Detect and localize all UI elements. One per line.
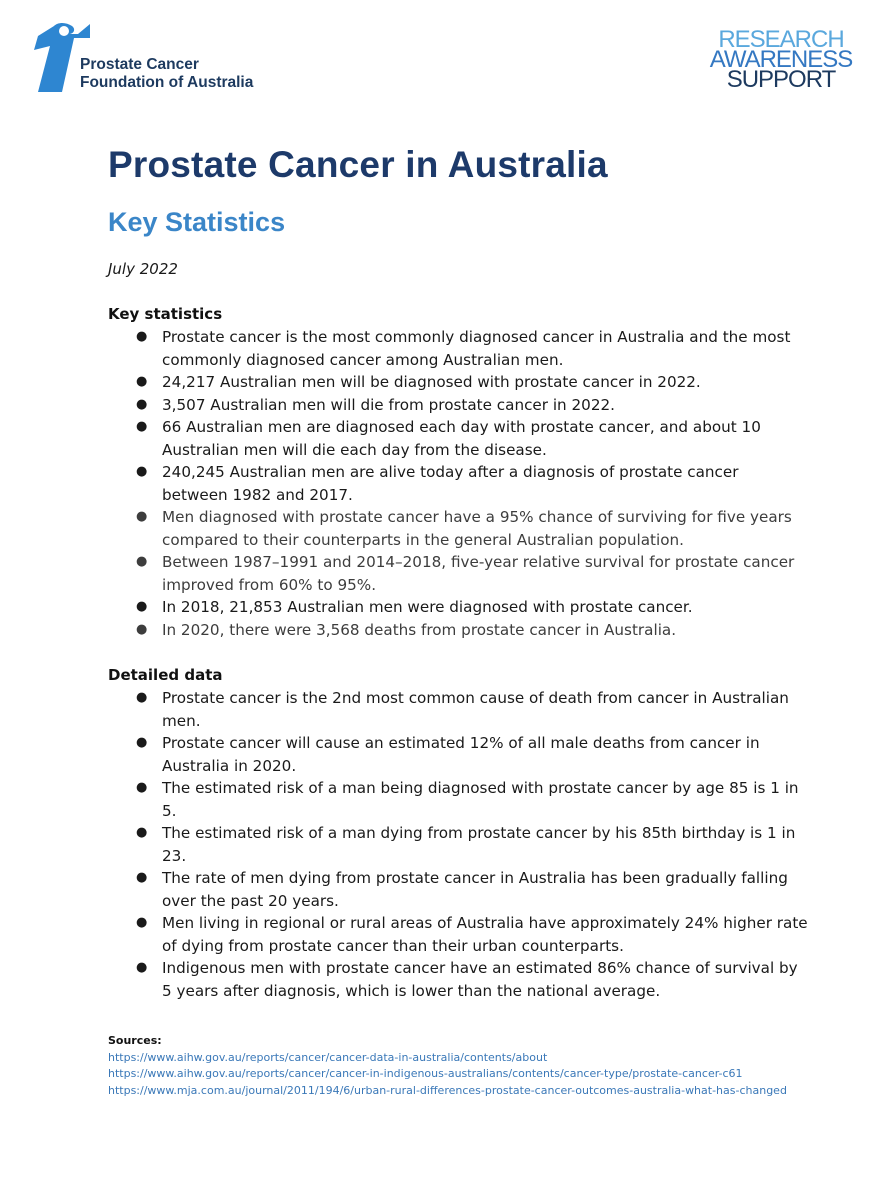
detailed-data-heading: Detailed data bbox=[108, 666, 223, 684]
list-item-text: Men living in regional or rural areas of Australia have approximately 24% higher rate of dying from prostate cancer than their urban counterparts. bbox=[162, 914, 808, 955]
list-item bbox=[108, 822, 808, 867]
list-item-text: Prostate cancer is the 2nd most common cause of death from cancer in Australian men. bbox=[162, 689, 789, 730]
bullet-icon: ● bbox=[136, 509, 148, 524]
bullet-icon: ● bbox=[136, 599, 148, 614]
tagline-word-awareness: AWARENESS bbox=[709, 46, 853, 73]
list-item-text: Men diagnosed with prostate cancer have a 95% chance of surviving for five years compared to their counterparts in the general Australian population. bbox=[162, 508, 792, 549]
list-item-text: 240,245 Australian men are alive today after a diagnosis of prostate cancer between 1982 and 2017. bbox=[162, 463, 739, 504]
sources-label: Sources: bbox=[108, 1034, 162, 1047]
key-statistics-list bbox=[108, 326, 808, 641]
list-item bbox=[108, 416, 808, 461]
org-name bbox=[80, 56, 253, 92]
detailed-data-list bbox=[108, 687, 808, 1002]
bullet-icon: ● bbox=[136, 329, 148, 344]
bullet-icon: ● bbox=[136, 419, 148, 434]
bullet-icon: ● bbox=[136, 960, 148, 975]
list-item-text: Prostate cancer is the most commonly diagnosed cancer in Australia and the most commonly diagnosed cancer among Australian men. bbox=[162, 328, 791, 369]
list-item bbox=[108, 867, 808, 912]
pcfa-logo bbox=[32, 20, 292, 94]
page-title: Prostate Cancer in Australia bbox=[108, 144, 608, 185]
bullet-icon: ● bbox=[136, 374, 148, 389]
list-item-text: 24,217 Australian men will be diagnosed with prostate cancer in 2022. bbox=[162, 373, 701, 391]
document-date: July 2022 bbox=[108, 260, 178, 278]
source-link-mja-rural[interactable]: https://www.mja.com.au/journal/2011/194/6/urban-rural-differences-prostate-cancer-outcomes-australia-what-has-changed bbox=[108, 1083, 787, 1097]
list-item-text: Prostate cancer will cause an estimated 12% of all male deaths from cancer in Australia in 2020. bbox=[162, 734, 760, 775]
list-item bbox=[108, 506, 808, 551]
list-item-text: The estimated risk of a man dying from prostate cancer by his 85th birthday is 1 in 23. bbox=[162, 824, 796, 865]
list-item-text: The estimated risk of a man being diagnosed with prostate cancer by age 85 is 1 in 5. bbox=[162, 779, 799, 820]
list-item bbox=[108, 619, 808, 642]
bullet-icon: ● bbox=[136, 396, 148, 412]
tagline-word-support: SUPPORT bbox=[726, 66, 836, 93]
list-item bbox=[108, 461, 808, 506]
bullet-icon: ● bbox=[136, 554, 148, 569]
list-item bbox=[108, 394, 808, 417]
org-name-line1: Prostate Cancer bbox=[80, 56, 199, 73]
list-item-text: Between 1987–1991 and 2014–2018, five-year relative survival for prostate cancer improved from 60% to 95%. bbox=[162, 553, 795, 594]
source-link-aihw-cancer-data[interactable]: https://www.aihw.gov.au/reports/cancer/cancer-data-in-australia/contents/about bbox=[108, 1050, 548, 1064]
page-subtitle: Key Statistics bbox=[108, 207, 286, 237]
bullet-icon: ● bbox=[136, 780, 148, 795]
list-item bbox=[108, 371, 808, 394]
source-link-aihw-indigenous[interactable]: https://www.aihw.gov.au/reports/cancer/cancer-in-indigenous-australians/contents/cancer-type/prostate-cancer-c61 bbox=[108, 1067, 743, 1080]
research-awareness-support-logo bbox=[696, 26, 866, 93]
bullet-icon: ● bbox=[136, 621, 148, 637]
key-statistics-heading: Key statistics bbox=[108, 305, 223, 323]
list-item bbox=[108, 912, 808, 957]
bullet-icon: ● bbox=[136, 870, 148, 885]
bullet-icon: ● bbox=[136, 464, 148, 479]
bullet-icon: ● bbox=[136, 735, 148, 750]
list-item bbox=[108, 732, 808, 777]
sources bbox=[108, 1033, 868, 1099]
list-item-text: The rate of men dying from prostate cancer in Australia has been gradually falling over the past 20 years. bbox=[162, 869, 788, 910]
list-item bbox=[108, 957, 808, 1002]
list-item bbox=[108, 551, 808, 596]
list-item-text: 66 Australian men are diagnosed each day with prostate cancer, and about 10 Australian men will die each day from the disease. bbox=[162, 418, 761, 459]
bullet-icon: ● bbox=[136, 915, 148, 930]
list-item-text: 3,507 Australian men will die from prostate cancer in 2022. bbox=[162, 395, 615, 414]
bullet-icon: ● bbox=[136, 825, 148, 840]
list-item bbox=[108, 596, 808, 619]
list-item bbox=[108, 687, 808, 732]
list-item-text: In 2020, there were 3,568 deaths from prostate cancer in Australia. bbox=[162, 620, 677, 639]
list-item-text: In 2018, 21,853 Australian men were diagnosed with prostate cancer. bbox=[162, 598, 693, 616]
list-item bbox=[108, 326, 808, 371]
org-name-line2: Foundation of Australia bbox=[80, 74, 254, 91]
tagline-word-research: RESEARCH bbox=[718, 26, 844, 53]
tagline bbox=[696, 26, 866, 93]
list-item-text: Indigenous men with prostate cancer have an estimated 86% chance of survival by 5 years after diagnosis, which is lower than the national average. bbox=[162, 959, 798, 1000]
bullet-icon: ● bbox=[136, 690, 148, 705]
list-item bbox=[108, 777, 808, 822]
